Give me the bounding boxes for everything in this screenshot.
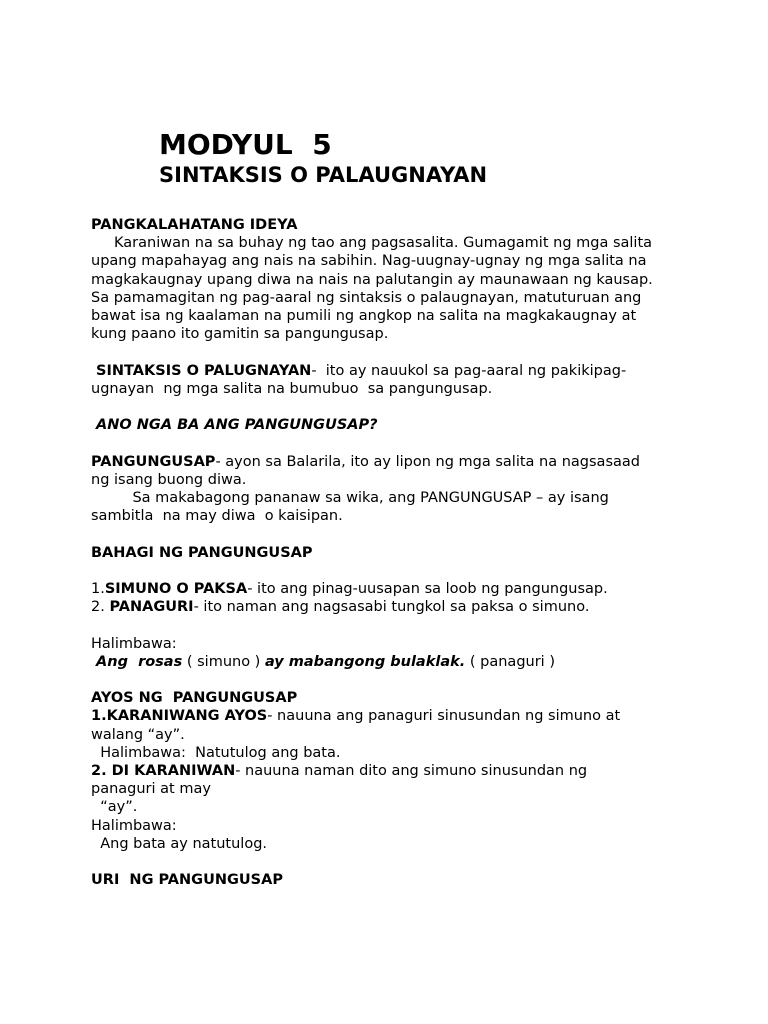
ayos-item-2-cont: “ay”. xyxy=(91,799,138,816)
ideya-line: upang mapahayag ang nais na sabihin. Nag-uugnay-ugnay ng mga salita na xyxy=(91,253,647,270)
di-karaniwan-term: 2. DI KARANIWAN xyxy=(91,762,236,779)
karaniwang-ayos-term: 1.KARANIWANG AYOS xyxy=(91,708,268,725)
ayos-item-2-example-label: Halimbawa: xyxy=(91,817,177,834)
di-karaniwan-def: - nauuna naman dito ang simuno sinusundan ng xyxy=(235,762,588,779)
blank-line xyxy=(91,616,691,634)
ideya-line: Sa pamamagitan ng pag-aaral ng sintaksis o palaugnayan, matuturuan ang xyxy=(91,289,642,306)
karaniwang-ayos-def: - nauuna ang panaguri sinusundan ng simuno at xyxy=(267,708,621,725)
example-simuno: Ang rosas xyxy=(91,653,183,670)
bahagi-heading: BAHAGI NG PANGUNGUSAP xyxy=(91,544,313,561)
panaguri-def: - ito naman ang nagsasabi tungkol sa paksa o simuno. xyxy=(193,599,590,616)
ayos-item-1 xyxy=(91,707,691,725)
bahagi-item-2 xyxy=(91,598,691,616)
example-panaguri: ay mabangong bulaklak. xyxy=(264,653,466,670)
sintaksis-def: - ito ay nauukol sa pag-aaral ng pakikipag- xyxy=(311,362,627,379)
simuno-term: SIMUNO O PAKSA xyxy=(104,580,248,597)
ayos-item-1-example: Halimbawa: Natutulog ang bata. xyxy=(91,744,341,761)
example-label: Halimbawa: xyxy=(91,635,177,652)
blank-line xyxy=(91,853,691,871)
ayos-item-1-cont: walang “ay”. xyxy=(91,726,185,743)
module-subtitle: SINTAKSIS O PALAUGNAYAN xyxy=(159,163,488,187)
sintaksis-def-cont: ugnayan ng mga salita na bumubuo sa pangungusap. xyxy=(91,380,493,397)
item-number: 1. xyxy=(91,580,105,597)
uri-heading: URI NG PANGUNGUSAP xyxy=(91,872,283,889)
blank-line xyxy=(91,671,691,689)
pangungusap-line: Sa makabagong pananaw sa wika, ang PANGUNGUSAP – ay isang xyxy=(91,490,609,506)
pangungusap-def-cont: ng isang buong diwa. xyxy=(91,471,247,488)
example-simuno-tag: ( simuno ) xyxy=(182,653,265,670)
blank-line xyxy=(91,562,691,580)
ideya-line: kung paano ito gamitin sa pangungusap. xyxy=(91,326,389,343)
blank-line xyxy=(91,434,691,452)
ayos-heading: AYOS NG PANGUNGUSAP xyxy=(91,690,298,707)
module-title: MODYUL 5 xyxy=(159,128,332,161)
example-panaguri-tag: ( panaguri ) xyxy=(465,653,555,670)
blank-line xyxy=(91,525,691,543)
ideya-line: Karaniwan na sa buhay ng tao ang pagsasalita. Gumagamit ng mga salita xyxy=(91,235,653,252)
item-number: 2. xyxy=(91,599,110,616)
ideya-heading: PANGKALAHATANG IDEYA xyxy=(91,217,298,233)
sintaksis-definition xyxy=(91,362,691,380)
ideya-line: bawat isa ng kaalaman na pumili ng angkop na salita na magkakaugnay at xyxy=(91,308,637,325)
bahagi-item-1 xyxy=(91,580,691,598)
pangungusap-definition xyxy=(91,453,691,471)
sintaksis-term: SINTAKSIS O PALUGNAYAN xyxy=(91,362,312,379)
panaguri-term: PANAGURI xyxy=(109,599,194,616)
pangungusap-line: sambitla na may diwa o kaisipan. xyxy=(91,508,343,525)
example-sentence xyxy=(91,653,691,671)
pangungusap-def: - ayon sa Balarila, ito ay lipon ng mga salita na nagsasaad xyxy=(215,453,640,470)
simuno-def: - ito ang pinag-uusapan sa loob ng pangungusap. xyxy=(247,580,608,597)
pangungusap-term: PANGUNGUSAP xyxy=(91,453,216,470)
ayos-item-2-example: Ang bata ay natutulog. xyxy=(91,835,268,852)
blank-line xyxy=(91,343,691,361)
question-heading: ANO NGA BA ANG PANGUNGUSAP? xyxy=(91,417,378,434)
blank-line xyxy=(91,398,691,416)
ayos-item-2 xyxy=(91,762,691,780)
document-body xyxy=(91,216,691,889)
ayos-item-2-cont: panaguri at may xyxy=(91,781,211,798)
ideya-line: magkakaugnay upang diwa na nais na palutangin ay maunawaan ng kausap. xyxy=(91,271,653,288)
